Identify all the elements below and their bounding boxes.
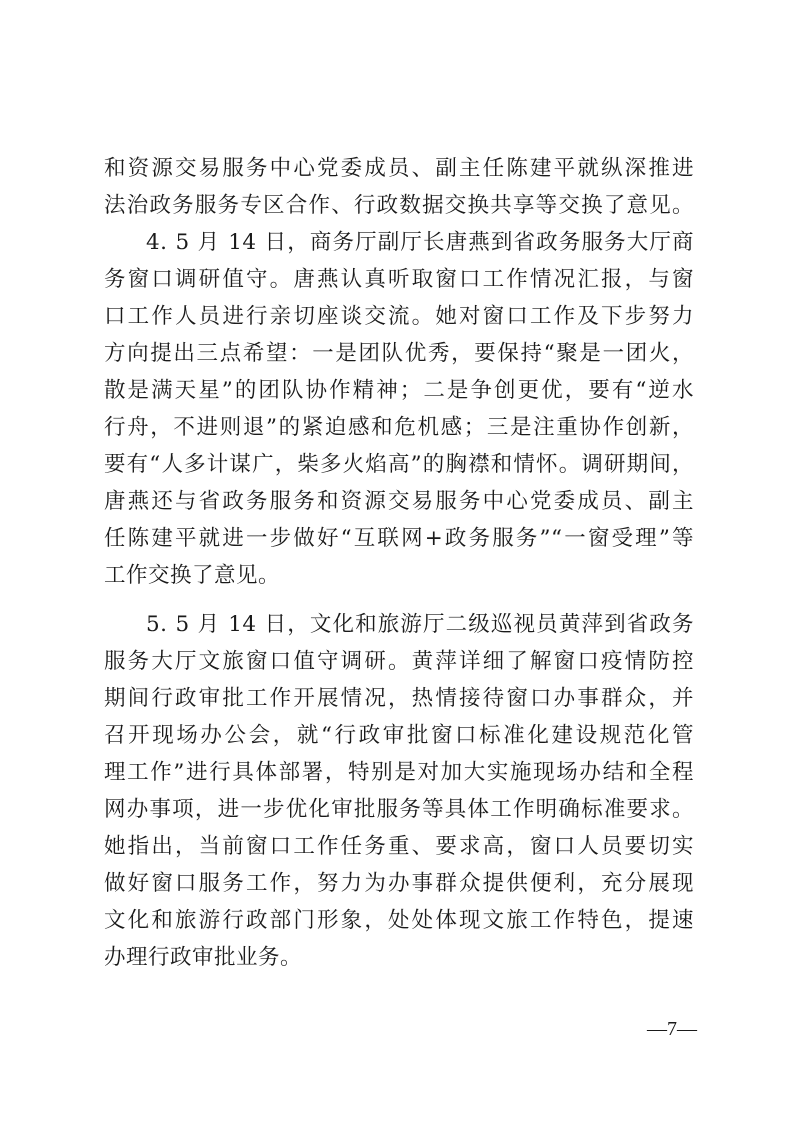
- text-line: 期间行政审批工作开展情况，热情接待窗口办事群众，并: [104, 686, 694, 711]
- text-line: 服务大厅文旅窗口值守调研。黄萍详细了解窗口疫情防控: [104, 649, 694, 674]
- text-line: 法治政务服务专区合作、行政数据交换共享等交换了意见。: [104, 193, 694, 218]
- text-line: 召开现场办公会，就“行政审批窗口标准化建设规范化管: [104, 723, 694, 748]
- text-line: 方向提出三点希望：一是团队优秀，要保持“聚是一团火，: [104, 341, 694, 366]
- text-line: 网办事项，进一步优化审批服务等具体工作明确标准要求。: [104, 797, 694, 822]
- page-number: —7—: [647, 1018, 697, 1040]
- text-line: 她指出，当前窗口工作任务重、要求高，窗口人员要切实: [104, 834, 694, 859]
- text-line: 做好窗口服务工作，努力为办事群众提供便利，充分展现: [104, 871, 694, 896]
- text-line: 散是满天星”的团队协作精神；二是争创更优，要有“逆水: [104, 378, 694, 403]
- text-line: 口工作人员进行亲切座谈交流。她对窗口工作及下步努力: [104, 304, 694, 329]
- text-line: 唐燕还与省政务服务和资源交易服务中心党委成员、副主: [104, 489, 694, 514]
- text-line: 行舟，不进则退”的紧迫感和危机感；三是注重协作创新，: [104, 415, 694, 440]
- text-line: 办理行政审批业务。: [104, 945, 303, 970]
- paragraph-start-line: 5. 5 月 14 日，文化和旅游厅二级巡视员黄萍到省政务: [146, 612, 694, 637]
- paragraph-start-line: 4. 5 月 14 日，商务厅副厅长唐燕到省政务服务大厅商: [146, 230, 694, 255]
- text-line: 理工作”进行具体部署，特别是对加大实施现场办结和全程: [104, 760, 694, 785]
- text-line: 和资源交易服务中心党委成员、副主任陈建平就纵深推进: [104, 156, 694, 181]
- text-line: 文化和旅游行政部门形象，处处体现文旅工作特色，提速: [104, 908, 694, 933]
- text-line: 任陈建平就进一步做好“互联网+政务服务”“一窗受理”等: [104, 526, 694, 551]
- text-line: 工作交换了意见。: [104, 563, 281, 588]
- text-line: 务窗口调研值守。唐燕认真听取窗口工作情况汇报，与窗: [104, 267, 694, 292]
- text-line: 要有“人多计谋广，柴多火焰高”的胸襟和情怀。调研期间，: [104, 452, 694, 477]
